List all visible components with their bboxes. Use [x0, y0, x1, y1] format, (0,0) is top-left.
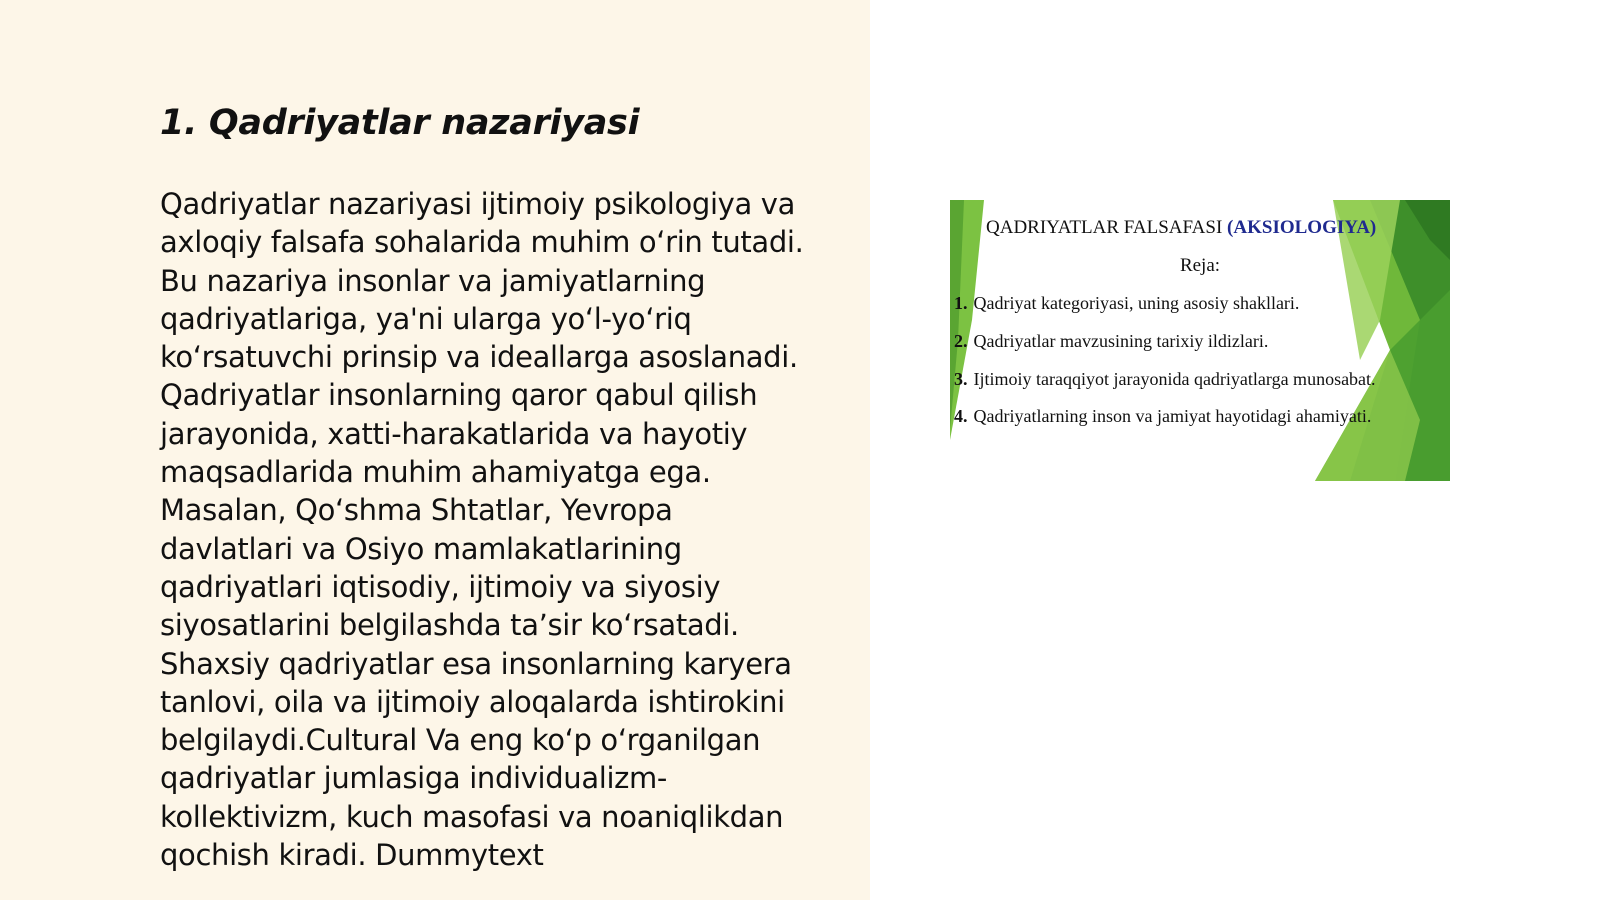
embedded-list-item — [954, 331, 1268, 352]
list-item-text: Qadriyatlar mavzusining tarixiy ildizlari. — [973, 331, 1269, 351]
embedded-title-main: QADRIYATLAR FALSAFASI — [986, 217, 1228, 238]
body-line: belgilaydi.Cultural Va eng ko‘p o‘rganilgan — [160, 723, 761, 758]
embedded-list-item — [954, 406, 1371, 427]
body-line: jarayonida, xatti-harakatlarida va hayotiy — [160, 416, 748, 451]
embedded-title-accent: (AKSIOLOGIYA) — [1227, 217, 1377, 238]
list-item-number: 3. — [954, 369, 968, 389]
body-line: Shaxsiy qadriyatlar esa insonlarning karyera — [160, 646, 792, 681]
list-item-text: Qadriyat kategoriyasi, uning asosiy shakllari. — [973, 293, 1300, 313]
body-line: Masalan, Qo‘shma Shtatlar, Yevropa — [160, 493, 673, 528]
body-line: Qadriyatlar nazariyasi ijtimoiy psikologiya va — [160, 187, 795, 221]
body-line: ko‘rsatuvchi prinsip va ideallarga asoslanadi. — [160, 340, 798, 375]
body-line: davlatlari va Osiyo mamlakatlarining — [160, 531, 682, 566]
embedded-list-item — [954, 369, 1376, 390]
body-line: qadriyatlar jumlasiga individualizm- — [160, 761, 668, 796]
body-line: qadriyatlari iqtisodiy, ijtimoiy va siyosiy — [160, 569, 721, 604]
slide-title: 1. Qadriyatlar nazariyasi — [160, 103, 640, 143]
embedded-title — [986, 217, 1376, 239]
embedded-subtitle: Reja: — [1179, 255, 1221, 276]
body-line: siyosatlarini belgilashda ta’sir ko‘rsatadi. — [160, 608, 739, 643]
body-line: maqsadlarida muhim ahamiyatga ega. — [160, 455, 711, 490]
body-line: qochish kiradi. Dummytext — [160, 838, 544, 873]
embedded-list-item — [954, 293, 1299, 314]
embedded-slide-image — [950, 200, 1450, 481]
slide-body-text — [160, 185, 850, 874]
list-item-number: 1. — [954, 293, 968, 313]
list-item-text: Qadriyatlarning inson va jamiyat hayotidagi ahamiyati. — [973, 406, 1372, 426]
list-item-number: 2. — [954, 331, 968, 351]
body-line: kollektivizm, kuch masofasi va noaniqlikdan — [160, 799, 784, 834]
body-line: Qadriyatlar insonlarning qaror qabul qilish — [160, 378, 758, 413]
body-line: Bu nazariya insonlar va jamiyatlarning — [160, 263, 706, 298]
body-line: axloqiy falsafa sohalarida muhim o‘rin tutadi. — [160, 225, 804, 260]
list-item-number: 4. — [954, 406, 968, 426]
body-line: tanlovi, oila va ijtimoiy aloqalarda ishtirokini — [160, 684, 785, 719]
list-item-text: Ijtimoiy taraqqiyot jarayonida qadriyatlarga munosabat. — [973, 369, 1376, 389]
body-line: qadriyatlariga, ya'ni ularga yo‘l-yo‘riq — [160, 301, 692, 336]
